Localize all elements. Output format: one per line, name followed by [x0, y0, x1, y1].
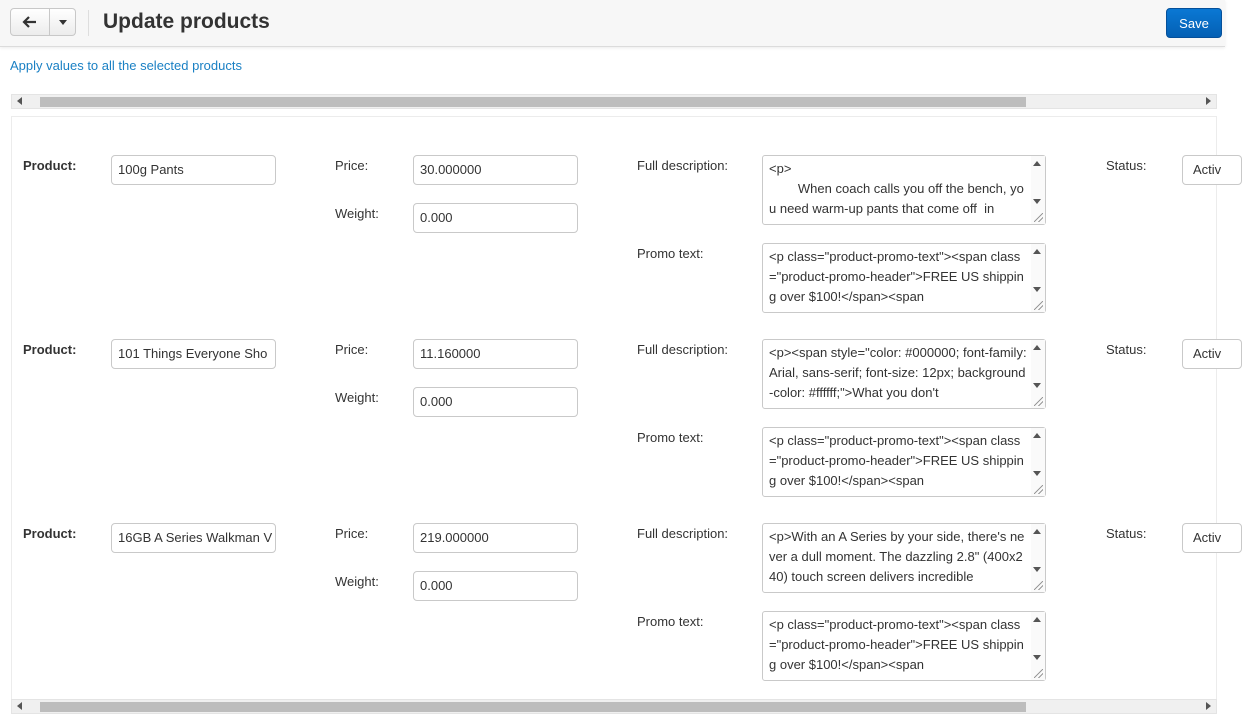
- full-description-label: Full description:: [637, 526, 729, 541]
- full-description-text: <p> When coach calls you off the bench, you need warm-up pants that come off in: [769, 161, 1024, 216]
- resize-grip-icon[interactable]: [1034, 397, 1043, 406]
- full-description-label: Full description:: [637, 342, 729, 357]
- price-label: Price:: [335, 158, 369, 173]
- scroll-up-icon[interactable]: [1033, 345, 1041, 350]
- promo-text-label: Promo text:: [637, 246, 704, 261]
- promo-text-label: Promo text:: [637, 430, 704, 445]
- full-description-textarea[interactable]: [762, 155, 1046, 225]
- product-label: Product:: [23, 158, 77, 173]
- price-label: Price:: [335, 342, 369, 357]
- full-description-textarea[interactable]: [762, 523, 1046, 593]
- promo-text-content: <p class="product-promo-text"><span class="product-promo-header">FREE US shipping over $100!</span><span: [769, 617, 1024, 672]
- scroll-down-icon[interactable]: [1033, 383, 1041, 388]
- status-select[interactable]: Activ: [1182, 155, 1242, 185]
- scroll-left-icon[interactable]: [17, 97, 22, 105]
- scroll-down-icon[interactable]: [1033, 199, 1041, 204]
- product-name-input[interactable]: 16GB A Series Walkman V: [111, 523, 276, 553]
- bottom-horizontal-scrollbar[interactable]: [11, 699, 1217, 714]
- status-label: Status:: [1106, 526, 1147, 541]
- top-horizontal-scrollbar[interactable]: [11, 94, 1217, 109]
- scroll-up-icon[interactable]: [1033, 529, 1041, 534]
- promo-text-textarea[interactable]: [762, 243, 1046, 313]
- more-actions-dropdown[interactable]: [50, 8, 76, 36]
- apply-values-link[interactable]: Apply values to all the selected products: [10, 58, 242, 73]
- full-description-text: <p>With an A Series by your side, there's never a dull moment. The dazzling 2.8" (400x240) touch screen delivers incredible: [769, 529, 1025, 584]
- resize-grip-icon[interactable]: [1034, 581, 1043, 590]
- product-name-input[interactable]: 101 Things Everyone Sho: [111, 339, 276, 369]
- products-panel: [11, 116, 1222, 701]
- scroll-down-icon[interactable]: [1033, 567, 1041, 572]
- product-name-input[interactable]: 100g Pants: [111, 155, 276, 185]
- weight-label: Weight:: [335, 390, 379, 405]
- scroll-up-icon[interactable]: [1033, 161, 1041, 166]
- toolbar-divider: [88, 10, 89, 36]
- product-label: Product:: [23, 342, 77, 357]
- scroll-down-icon[interactable]: [1033, 471, 1041, 476]
- resize-grip-icon[interactable]: [1034, 301, 1043, 310]
- weight-input[interactable]: 0.000: [413, 387, 578, 417]
- status-select[interactable]: Activ: [1182, 339, 1242, 369]
- scroll-down-icon[interactable]: [1033, 287, 1041, 292]
- price-input[interactable]: 30.000000: [413, 155, 578, 185]
- resize-grip-icon[interactable]: [1034, 669, 1043, 678]
- resize-grip-icon[interactable]: [1034, 213, 1043, 222]
- status-label: Status:: [1106, 158, 1147, 173]
- status-label: Status:: [1106, 342, 1147, 357]
- full-description-textarea[interactable]: [762, 339, 1046, 409]
- promo-text-content: <p class="product-promo-text"><span class="product-promo-header">FREE US shipping over $100!</span><span: [769, 249, 1024, 304]
- product-row: [12, 155, 1222, 339]
- price-input[interactable]: 219.000000: [413, 523, 578, 553]
- scrollbar-thumb[interactable]: [40, 702, 1026, 712]
- price-label: Price:: [335, 526, 369, 541]
- scroll-right-icon[interactable]: [1206, 702, 1211, 710]
- promo-text-textarea[interactable]: [762, 427, 1046, 497]
- product-row: [12, 339, 1222, 523]
- weight-label: Weight:: [335, 206, 379, 221]
- full-description-text: <p><span style="color: #000000; font-family: Arial, sans-serif; font-size: 12px; background-color: #ffffff;">What you don't: [769, 345, 1030, 400]
- scroll-down-icon[interactable]: [1033, 655, 1041, 660]
- resize-grip-icon[interactable]: [1034, 485, 1043, 494]
- page-title: Update products: [103, 10, 270, 33]
- arrow-left-icon: [23, 16, 37, 28]
- price-input[interactable]: 11.160000: [413, 339, 578, 369]
- scroll-up-icon[interactable]: [1033, 433, 1041, 438]
- scroll-up-icon[interactable]: [1033, 617, 1041, 622]
- scroll-left-icon[interactable]: [17, 702, 22, 710]
- scroll-right-icon[interactable]: [1206, 97, 1211, 105]
- promo-text-content: <p class="product-promo-text"><span class="product-promo-header">FREE US shipping over $100!</span><span: [769, 433, 1024, 488]
- weight-input[interactable]: 0.000: [413, 571, 578, 601]
- caret-down-icon: [59, 20, 67, 25]
- nav-button-group: [10, 8, 76, 36]
- weight-input[interactable]: 0.000: [413, 203, 578, 233]
- product-label: Product:: [23, 526, 77, 541]
- save-button[interactable]: Save: [1166, 8, 1222, 38]
- status-select[interactable]: Activ: [1182, 523, 1242, 553]
- toolbar: [0, 0, 1225, 47]
- scroll-up-icon[interactable]: [1033, 249, 1041, 254]
- product-row: [12, 523, 1222, 707]
- weight-label: Weight:: [335, 574, 379, 589]
- scrollbar-thumb[interactable]: [40, 97, 1026, 107]
- promo-text-textarea[interactable]: [762, 611, 1046, 681]
- back-button[interactable]: [10, 8, 50, 36]
- promo-text-label: Promo text:: [637, 614, 704, 629]
- full-description-label: Full description:: [637, 158, 729, 173]
